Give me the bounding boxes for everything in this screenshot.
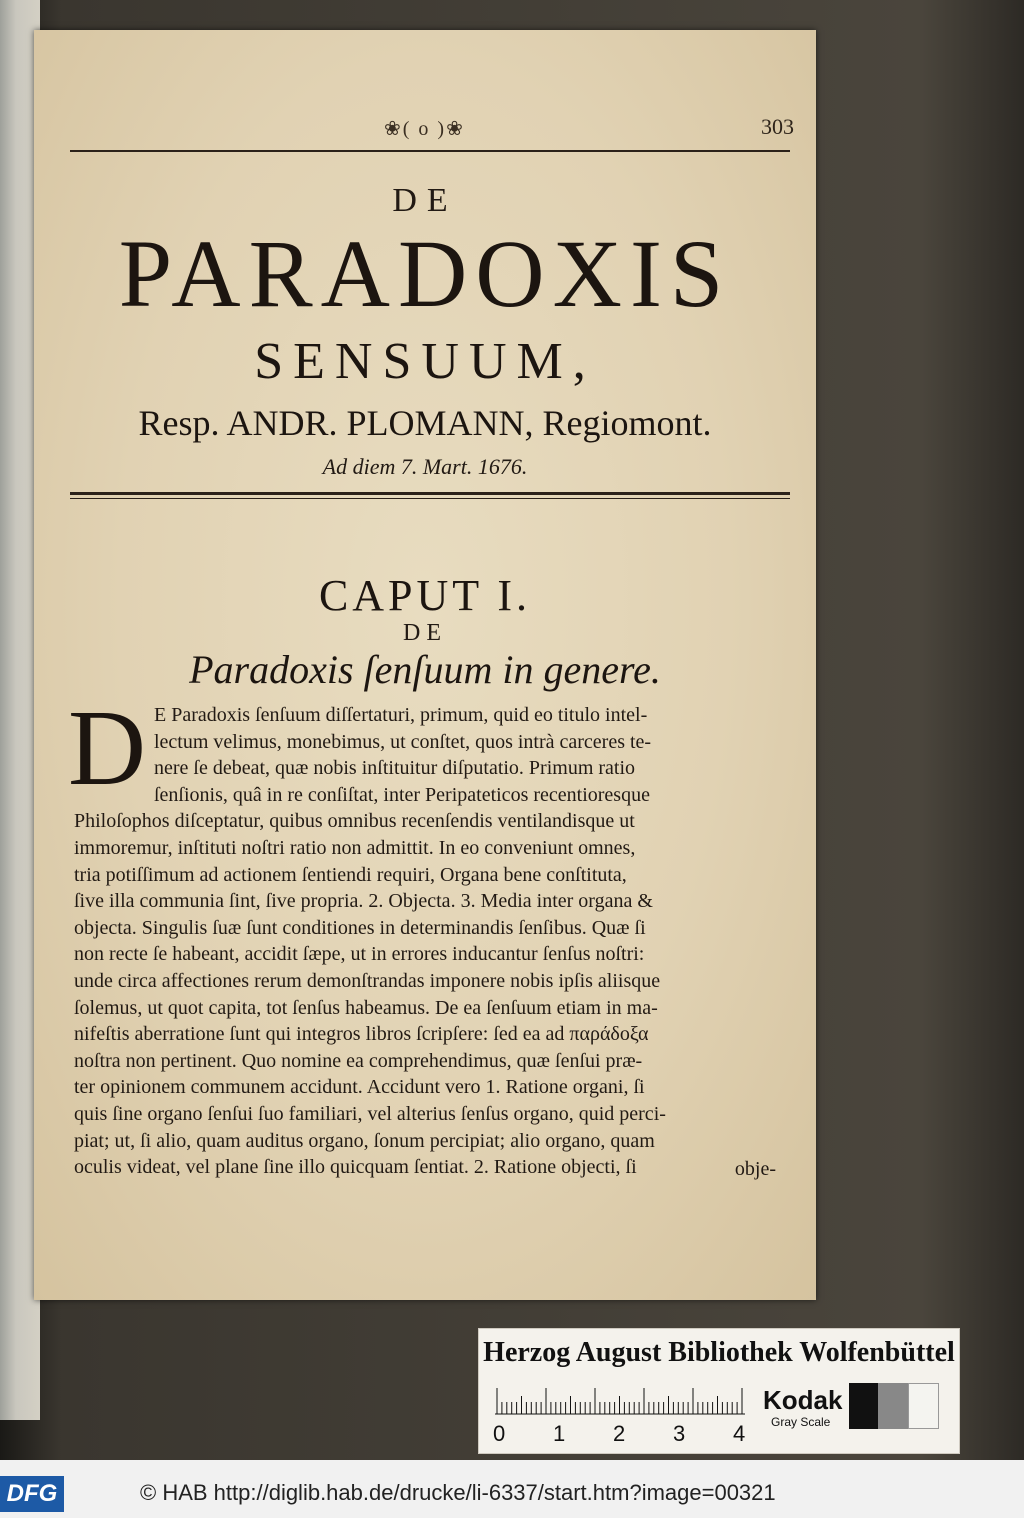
header-ornament: ❀( o )❀ [384, 118, 465, 140]
text-line: Philoſophos diſceptatur, quibus omnibus recenſendis ventilandisque ut [74, 810, 635, 833]
text-line: tria potiſſimum ad actionem ſentiendi requiri, Organa bene conſtituta, [74, 863, 627, 886]
ruler-number: 2 [613, 1421, 626, 1446]
chapter-de: DE [403, 620, 447, 646]
running-header [74, 114, 794, 144]
respondent-line: Resp. ANDR. PLOMANN, Regiomont. [138, 403, 712, 443]
text-line: immoremur, inſtituti noſtri ratio non admittit. In eo conveniunt omnes, [74, 836, 636, 859]
grayscale-label: Gray Scale [771, 1415, 831, 1429]
ruler-scale [495, 1385, 755, 1415]
text-line: E Paradoxis ſenſuum diſſertaturi, primum, quid eo titulo intel- [154, 704, 648, 726]
catchword: obje- [734, 1158, 776, 1180]
title-de: DE [392, 182, 458, 219]
text-line: noſtra non pertinent. Quo nomine ea comprehendimus, quæ ſenſui præ- [74, 1049, 643, 1072]
text-line: non recte ſe habeant, accidit ſæpe, ut in errores inducantur ſenſus noſtri: [74, 943, 645, 966]
text-line: piat; ut, ſi alio, quam auditus organo, ſonum percipiat; alio organo, quam [74, 1129, 655, 1152]
text-line: ſolemus, ut quot capita, tot ſenſus habeamus. De ea ſenſuum etiam in ma- [74, 996, 658, 1019]
text-line: oculis videat, vel plane ſine illo quicquam ſentiat. 2. Ratione objecti, ſi [74, 1156, 637, 1179]
date-line: Ad diem 7. Mart. 1676. [322, 454, 528, 479]
swatch-gray [878, 1383, 907, 1429]
text-line: lectum velimus, monebimus, ut conſtet, quos intrà carceres te- [154, 730, 652, 753]
chapter-title: Paradoxis ſenſuum in genere. [189, 647, 661, 692]
kodak-label: Kodak [763, 1385, 843, 1415]
ruler-number: 4 [733, 1421, 746, 1446]
book-page [34, 30, 816, 1300]
text-line: ſive illa communia ſint, ſive propria. 2. Objecta. 3. Media inter organa & [74, 890, 653, 913]
swatch-white [908, 1383, 939, 1429]
ruler-numbers [489, 1421, 749, 1447]
title-sub: SENSUUM, [254, 333, 596, 390]
swatch-black [849, 1383, 878, 1429]
text-line: nere ſe debeat, quæ nobis inſtituitur diſputatio. Primum ratio [154, 757, 636, 780]
page-number: 303 [761, 114, 794, 139]
dfg-logo[interactable]: DFG [0, 1476, 64, 1512]
text-line: nifeſtis aberratione ſunt qui integros libros ſcripſere: ſed ea ad παράδοξα [74, 1023, 649, 1046]
text-line: quis ſine organo ſenſui ſuo familiari, vel alterius ſenſus organo, quid perci- [74, 1102, 666, 1125]
text-line: objecta. Singulis ſuæ ſunt conditiones in determinandis ſenſibus. Quæ ſi [74, 916, 646, 939]
viewer-footer [0, 1460, 1024, 1518]
title-main: PARADOXIS [118, 220, 732, 327]
body-paragraph [68, 689, 794, 1181]
text-line: ter opinionem communem accidunt. Accidunt vero 1. Ratione organi, ſi [74, 1076, 645, 1099]
copyright-url[interactable]: © HAB http://diglib.hab.de/drucke/li-6337/start.htm?image=00321 [140, 1480, 776, 1505]
text-line: unde circa affectiones rerum demonſtrandas imponere nobis ipſis aliisque [74, 969, 661, 992]
header-rule [70, 150, 790, 152]
chapter-heading: CAPUT I. [318, 571, 532, 620]
library-color-card [478, 1328, 960, 1454]
drop-cap: D [68, 689, 146, 808]
title-rule [70, 492, 790, 495]
gray-swatches [849, 1383, 939, 1429]
ruler-number: 0 [493, 1421, 506, 1446]
ruler-number: 1 [553, 1421, 566, 1446]
library-name: Herzog August Bibliothek Wolfenbüttel [483, 1337, 955, 1368]
text-line: ſenſionis, quâ in re conſiſtat, inter Peripateticos recentioresque [154, 783, 650, 806]
ruler-number: 3 [673, 1421, 686, 1446]
